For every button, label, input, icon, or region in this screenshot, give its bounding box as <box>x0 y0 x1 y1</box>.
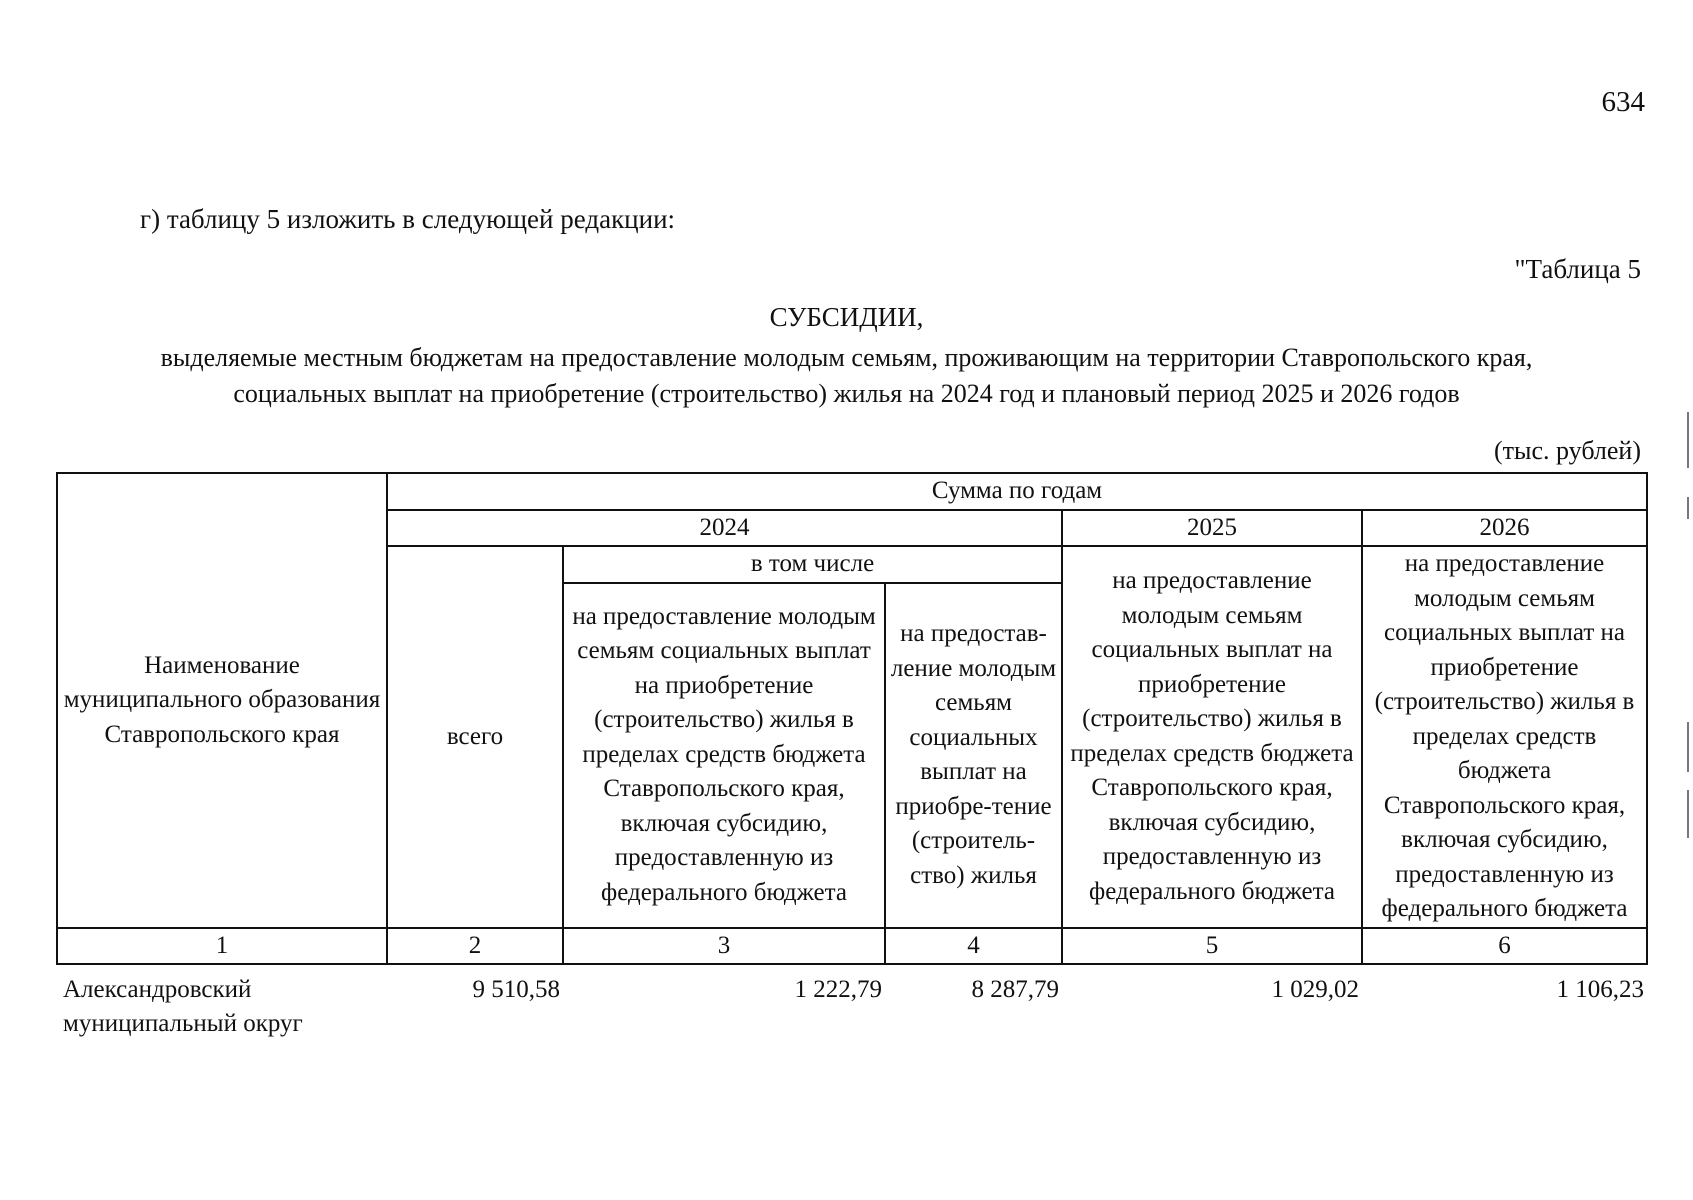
document-subtitle <box>80 340 1613 412</box>
subtitle-line-1: выделяемые местным бюджетам на предоставление молодым семьям, проживающим на территории Ставропольского края, <box>160 343 1533 372</box>
total-2024-cell: 9 510,58 <box>472 976 560 1003</box>
intro-text: г) таблицу 5 изложить в следующей редакции: <box>140 204 676 234</box>
header-including: в том числе <box>563 546 1062 583</box>
units-label: (тыс. рублей) <box>1493 436 1641 465</box>
document-title: СУБСИДИИ, <box>769 302 924 332</box>
header-year-2025: 2025 <box>1062 510 1362 547</box>
table-row <box>57 964 1647 1041</box>
header-col5: на предоставление молодым семьям социальных выплат на приобретение (строительство) жилья в пределах средств бюджета Ставропольского края, включая субсидию, предоставленную из федерального бюджета <box>1062 546 1362 928</box>
value-2025-cell: 1 029,02 <box>1271 976 1359 1003</box>
header-municipality-name: Наименование муниципального образования Ставропольского края <box>57 473 387 928</box>
margin-mark <box>1687 790 1689 838</box>
column-number: 4 <box>885 928 1062 965</box>
header-col3: на предоставление молодым семьям социальных выплат на приобретение (строительство) жилья в пределах средств бюджета Ставропольского края, включая субсидию, предоставленную из федерального бюджета <box>563 583 885 928</box>
column-numbers-row <box>57 928 1647 965</box>
header-total: всего <box>387 546 563 928</box>
margin-mark <box>1687 722 1689 772</box>
subsidies-table <box>56 472 1648 1041</box>
header-year-2026: 2026 <box>1362 510 1647 547</box>
subtitle-line-2: социальных выплат на приобретение (строительство) жилья на 2024 год и плановый период 2025 и 2026 годов <box>233 379 1460 408</box>
header-col6: на предоставление молодым семьям социальных выплат на приобретение (строительство) жилья в пределах средств бюджета Ставропольского края, включая субсидию, предоставленную из федерального бюджета <box>1362 546 1647 928</box>
other-2024-cell: 8 287,79 <box>971 976 1059 1003</box>
column-number: 6 <box>1362 928 1647 965</box>
value-2026-cell: 1 106,23 <box>1556 976 1645 1003</box>
column-number: 1 <box>57 928 387 965</box>
page-number: 634 <box>1601 86 1645 118</box>
header-sum-by-years: Сумма по годам <box>387 473 1647 510</box>
margin-mark <box>1687 497 1689 519</box>
regional-2024-cell: 1 222,79 <box>794 976 882 1003</box>
column-number: 5 <box>1062 928 1362 965</box>
margin-mark <box>1687 412 1689 468</box>
municipality-name-cell: Александровский муниципальный округ <box>63 976 303 1037</box>
table-label: "Таблица 5 <box>1514 254 1641 284</box>
header-row-1 <box>57 473 1647 510</box>
column-number: 2 <box>387 928 563 965</box>
table-header <box>57 473 1647 964</box>
header-year-2024: 2024 <box>387 510 1062 547</box>
column-number: 3 <box>563 928 885 965</box>
margin-marks <box>1683 0 1693 1200</box>
header-col4: на предостав-ление молодым семьям социальных выплат на приобре-тение (строитель-ство) жилья <box>885 583 1062 928</box>
